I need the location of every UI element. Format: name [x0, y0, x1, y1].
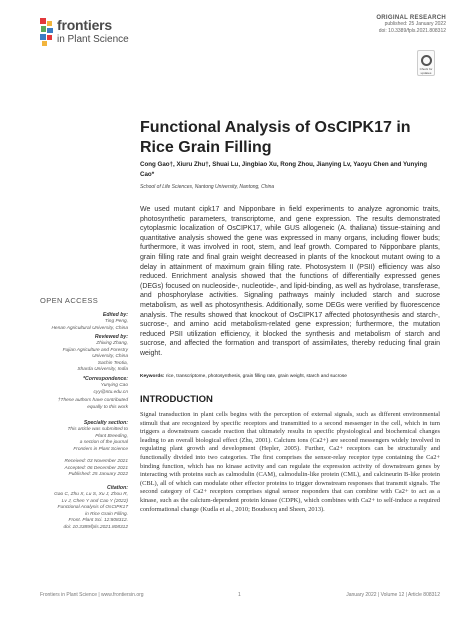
footer-volume: January 2022 | Volume 12 | Article 808312	[346, 592, 440, 598]
article-meta	[376, 15, 446, 35]
sidebar-line: Plant Breeding,	[95, 433, 128, 439]
footer-journal[interactable]: Frontiers in Plant Science | www.frontiersin.org	[40, 592, 144, 598]
specialty-label: Specialty section:	[83, 420, 128, 426]
section-heading-introduction: INTRODUCTION	[140, 394, 213, 405]
sidebar-line: equally to this work	[87, 404, 128, 410]
sidebar-line: Front. Plant Sci. 12:808312.	[68, 518, 128, 524]
page-number: 1	[238, 592, 241, 598]
author-list: Cong Gao†, Xiuru Zhu†, Shuai Lu, Jingbiao Xu, Rong Zhou, Jianying Lv, Yaoyu Chen and Yunying Cao*	[140, 161, 428, 178]
article-dates	[40, 459, 128, 479]
open-access-label: OPEN ACCESS	[40, 296, 99, 305]
equal-contribution	[40, 398, 128, 411]
received-date: Received: 03 November 2021	[64, 459, 128, 464]
sidebar-line: Functional Analysis of OsCIPK17	[57, 505, 128, 511]
accepted-date: Accepted: 06 December 2021	[64, 465, 128, 471]
sidebar-line: Lv J, Chen Y and Cao Y (2022)	[61, 498, 128, 504]
logo-wordmark: frontiers	[57, 17, 112, 33]
sidebar-line: Ting Peng,	[104, 319, 128, 324]
journal-name: in Plant Science	[57, 34, 129, 45]
sidebar-line: †These authors have contributed	[57, 398, 128, 403]
check-updates-label: Check for updates	[419, 67, 433, 75]
published-date-sidebar: Published: 25 January 2022	[68, 472, 128, 478]
correspondence-email[interactable]: cyy@ntu.edu.cn	[93, 389, 128, 395]
sidebar-line: Zhixing Zhang,	[96, 341, 128, 346]
correspondence-label: *Correspondence:	[83, 376, 128, 382]
specialty-section	[40, 420, 128, 453]
check-updates-icon	[421, 55, 432, 66]
article-type: ORIGINAL RESEARCH	[376, 15, 446, 21]
sidebar-line: Fujian Agriculture and Forestry	[62, 347, 128, 353]
article-title: Functional Analysis of OsCIPK17 in Rice Grain Filling	[140, 119, 411, 156]
keywords-label: Keywords:	[140, 374, 165, 379]
correspondence	[40, 376, 128, 396]
sidebar-line: Sachin Teotia,	[97, 360, 128, 366]
published-date: published: 25 January 2022	[384, 21, 446, 27]
citation	[40, 485, 128, 532]
affiliation: School of Life Sciences, Nantong University, Nantong, China	[140, 184, 275, 190]
sidebar-line: Frontiers in Plant Science	[73, 446, 128, 452]
introduction-text: Signal transduction in plant cells begins with the perception of external signals, such as different environmental stimuli that are recognized by specific receptors and transmitted to a second messenger in the cell, which in turn triggers a downstream cascade reaction that ultimately results in specific physiological and biochemical changes leading to an overall biological effect (Zhu, 2001). Calcium ions (Ca2+) are second messengers widely involved in regulating plant growth and development (Hepler, 2005). Further, Ca2+ receptors can be structurally and functionally divided into two categories. The first comprises the sensor-relay receptor type containing the Ca2+ binding function, which has no kinase activity and can regulate the expression activity of downstream genes by interacting with proteins such as calmodulin (CAM), calmodulin-like protein (CML), and calcineurin B-like protein (CBL), all of which can modulate other effector proteins to trigger downstream responses that transmit signals. The second category of Ca2+ receptors comprises signal sensor responders that can combine with Ca2+ to act as a kinase, such as the calcium-dependent protein kinase (CDPK), which combines with Ca2+ to self-induce a required conformational change (Kudla et al., 2010; Boudsocq and Sheen, 2013).	[140, 411, 440, 513]
sidebar-line: Henan Agricultural University, China	[51, 325, 128, 331]
citation-label: Citation:	[106, 485, 128, 491]
journal-logo	[40, 14, 150, 48]
doi[interactable]: doi: 10.3389/fpls.2021.808312	[378, 28, 446, 34]
sidebar-line: a section of the journal	[79, 440, 128, 446]
citation-doi[interactable]: doi: 10.3389/fpls.2021.808312	[63, 524, 128, 530]
keywords	[140, 374, 440, 379]
sidebar-line: Yunying Cao	[100, 383, 128, 388]
sidebar-line: in Rice Grain Filling.	[85, 511, 128, 517]
keywords-list: rice, transcriptome, photosynthesis, grain filling rate, grain weight, starch and sucrose	[165, 374, 347, 379]
edited-by	[40, 312, 128, 332]
sidebar-line: Gao C, Zhu X, Lu S, Xu J, Zhou R,	[54, 492, 128, 497]
sidebar-line: Sharda University, India	[77, 367, 128, 373]
edited-by-label: Edited by:	[102, 312, 128, 318]
frontiers-logo-icon	[40, 18, 54, 46]
abstract: We used mutant cipk17 and Nipponbare in field experiments to analyze agronomic traits, photosynthetic parameters, transcriptome, and gene expression. The results demonstrated cytoplasmic localization of OsCIPK17, while GUS allogeneic (A. thaliana) tissue-staining and quantitative analysis showed the gene was expressed in many organs, including flower buds; furthermore, it was involved in root, stem, and leaf growth. Compared to Nipponbare plants, grain filling rate and final grain weight decreased in plants of the knockout mutant owing to a delay in attainment of maximum grain filling rate. Photosystem II (PSII) efficiency was also reduced. Enrichment analysis showed that the functions of differentially expressed genes (DEGs) focused on nucleoside-, nucleotide-, and lipid-binding, as well as hydrolase, transferase, and phosphorylase activities. Signaling pathways mainly included starch and sucrose metabolism, as well as photosynthesis. Additionally, some DEGs were verified by fluorescence analysis. The results showed that knockout of OsCIPK17 affected photosynthesis and starch-, sucrose-, and amino acid metabolism-related gene expression; furthermore, the mutation reduced PSII utilization efficiency, it blocked the synthesis and metabolism of starch and sucrose, and affected the formation and transport of assimilates, thereby reducing final grain weight.	[140, 206, 440, 357]
reviewed-by-label: Reviewed by:	[94, 334, 128, 340]
check-updates-button[interactable]	[417, 50, 435, 76]
reviewed-by	[40, 334, 128, 374]
sidebar-line: This article was submitted to	[67, 427, 128, 432]
sidebar-line: University, China	[92, 354, 128, 360]
